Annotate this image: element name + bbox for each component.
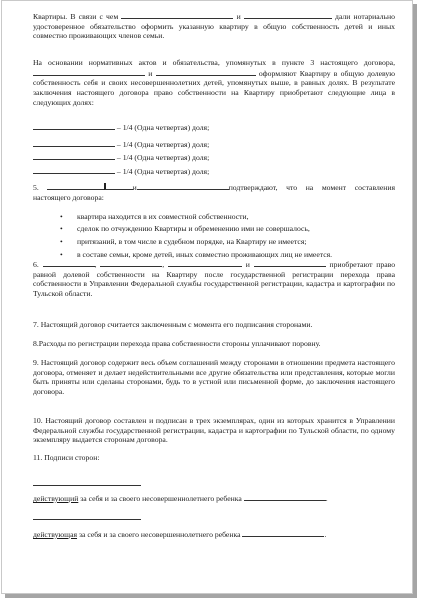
paragraph-text: оформляют Квартиру в общую долевую собственность себя и своих несовершеннолетних детей, упомянутых выше, в равных долях. В результате заключения настоящего договора право собственности на Квартиру приобретают следующие лица в следующих долях: [33, 68, 395, 107]
blank-field[interactable] [47, 182, 105, 190]
paragraph-text: и [236, 12, 241, 21]
item-number: 5. [33, 183, 39, 192]
share-text: – 1/4 (Одна четвертая) доля; [116, 167, 210, 176]
paragraph-text: подтверждают, что на момент составления настоящего договора: [33, 183, 395, 202]
blank-field[interactable] [244, 493, 326, 501]
signature-role [33, 529, 326, 540]
paragraph-text: дали нотариально удостоверенное обязательство оформить указанную квартиру в общую собственность детей и иных совместно проживающих членов семьи. [33, 12, 396, 41]
separator: , [162, 260, 165, 269]
paragraph-text: приобретают право равной долевой собственности на Квартиру после государственной регистрации перехода права собственности в Управлении Федеральной службы государственной регистрации, кадастра и картографии по Тульской области. [33, 260, 396, 299]
signature-role-text: за себя и за своего несовершеннолетнего ребенка [78, 530, 241, 539]
paragraph-text: и [148, 68, 153, 78]
blank-field[interactable] [254, 259, 326, 267]
signature-field[interactable] [33, 485, 141, 486]
blank-field[interactable] [156, 68, 256, 76]
blank-field[interactable] [105, 182, 133, 190]
share-text: – 1/4 (Одна четвертая) доля; [116, 140, 210, 149]
bullet-icon: • [60, 237, 63, 246]
bullet-icon: • [60, 212, 63, 221]
paragraph-text: и [132, 183, 137, 192]
punctuation: . [324, 530, 327, 539]
blank-field[interactable] [137, 182, 229, 190]
paragraph-text: Квартиры. В связи с чем [33, 12, 119, 21]
signature-field[interactable] [33, 519, 141, 520]
paragraph-11: 11. Подписи сторон: [33, 453, 100, 462]
paragraph-intro [33, 11, 395, 41]
item-number: 6. [33, 260, 39, 269]
blank-field[interactable] [33, 122, 115, 130]
list-item-text: притязаний, в том числе в судебном порядке, на Квартиру не имеется; [77, 237, 307, 246]
blank-field[interactable] [100, 259, 165, 269]
blank-field[interactable] [168, 259, 242, 267]
list-item-text: сделок по отчуждению Квартиры и обременению ими не совершалось, [77, 224, 310, 233]
paragraph-5 [33, 182, 395, 202]
blank-field[interactable] [121, 11, 233, 19]
signature-role [33, 493, 328, 504]
paragraph-text: и [245, 260, 250, 269]
punctuation: . [325, 494, 328, 503]
separator: , [94, 260, 97, 269]
blank-field[interactable] [33, 166, 115, 174]
share-line [33, 152, 209, 163]
share-line [33, 122, 209, 133]
blank-field[interactable] [43, 259, 95, 267]
paragraph-7: 7. Настоящий договор считается заключенным с момента его подписания сторонами. [33, 320, 313, 329]
list-item-text: в составе семьи, кроме детей, иных совместно проживающих лиц не имеется. [77, 250, 333, 259]
paragraph-10: 10. Настоящий договор составлен и подписан в трех экземплярах, один из которых хранится в Управлении Федеральной службы государственной регистрации, кадастра и картографии по Тульской области, по одному экземпляру выдается сторонам договора. [33, 416, 395, 445]
signature-role-word: действующий [33, 494, 79, 503]
list-item-text: квартира находится в их совместной собственности, [77, 212, 249, 221]
signature-role-text: за себя и за своего несовершеннолетнего ребенка [80, 494, 242, 503]
share-line [33, 139, 209, 150]
blank-field[interactable] [33, 152, 115, 160]
paragraph-6 [33, 259, 395, 299]
paragraph-text: На основании нормативных актов и обязательства, упомянутых в пункте 3 настоящего договора, [33, 58, 395, 67]
blank-field[interactable] [242, 529, 327, 539]
blank-field[interactable] [33, 139, 115, 147]
signature-role-word: действующая [33, 530, 78, 539]
share-text: – 1/4 (Одна четвертая) доля; [116, 123, 210, 132]
bullet-icon: • [60, 224, 63, 233]
share-line [33, 166, 209, 177]
paragraph-8: 8.Расходы по регистрации перехода права собственности стороны уплачивают поровну. [33, 339, 321, 348]
share-text: – 1/4 (Одна четвертая) доля; [116, 153, 210, 162]
blank-field[interactable] [33, 68, 145, 76]
bullet-icon: • [60, 250, 63, 259]
paragraph-basis [33, 58, 395, 108]
paragraph-9: 9. Настоящий договор содержит весь объем соглашений между сторонами в отношении предмета настоящего договора, отменяет и делает недействительными все другие обязательства или представления, которые могли быть приняты или сделаны сторонами, будь то в устной или письменной форме, до заключения настоящего договора. [33, 358, 395, 397]
document-page [1, 0, 413, 594]
blank-field[interactable] [244, 11, 332, 19]
